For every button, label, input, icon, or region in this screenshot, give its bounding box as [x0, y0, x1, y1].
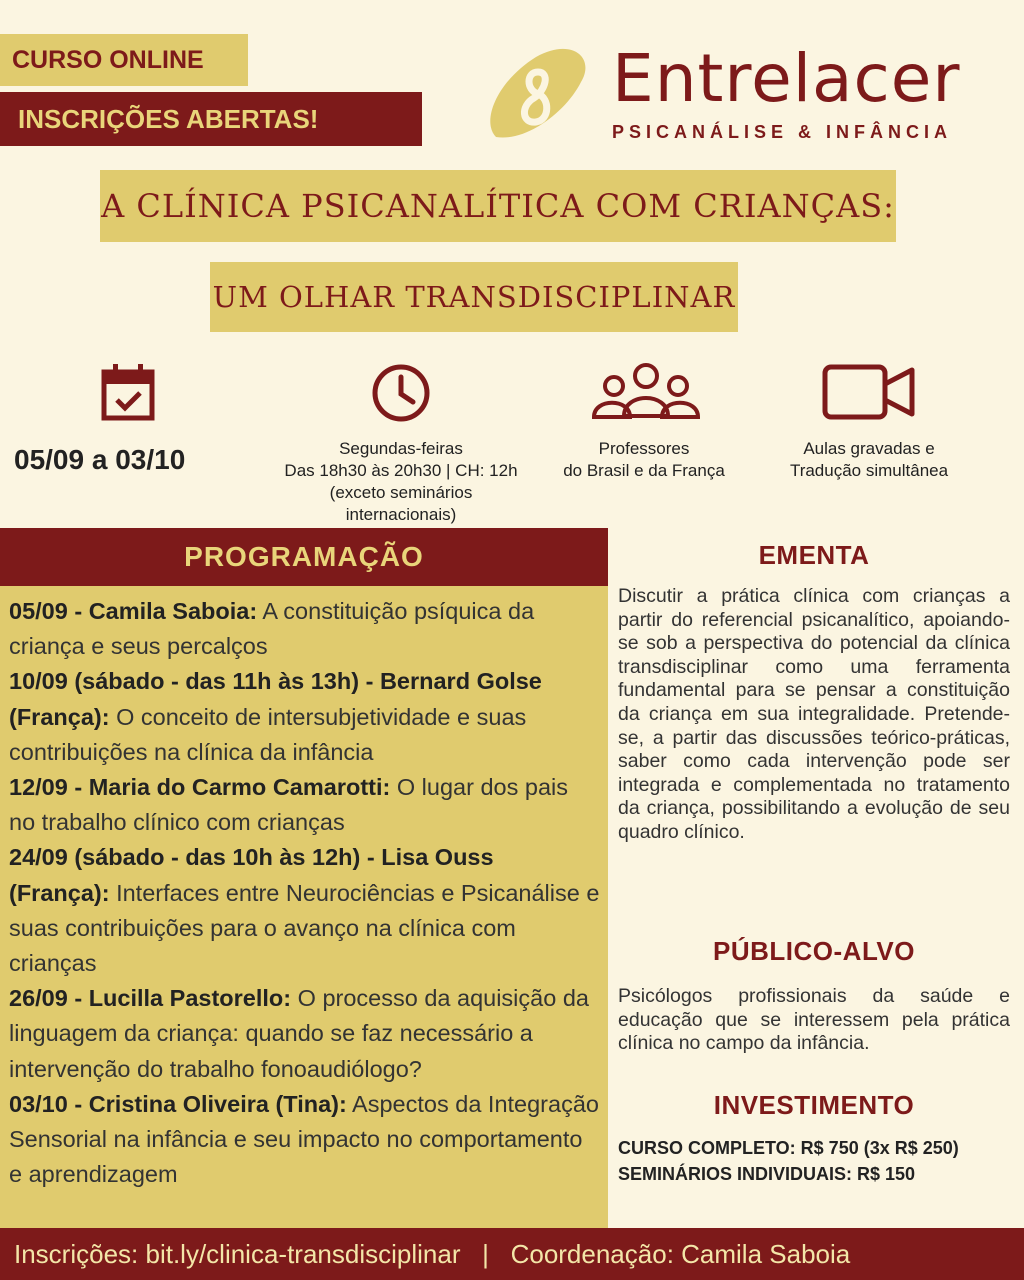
schedule-info: [262, 438, 540, 526]
program-item-speaker: 03/10 - Cristina Oliveira (Tina):: [9, 1090, 347, 1117]
program-item: [9, 981, 600, 1087]
program-item: [9, 840, 600, 981]
program-item-topic: A constituição psíquica da criança e seus percalços: [9, 598, 535, 660]
program-item-topic: Interfaces entre Neurociências e Psicanálise e suas contribuições para o avanço na clínica com crianças: [9, 879, 600, 977]
program-item-topic: O processo da aquisição da linguagem da criança: quando se faz necessário a intervenção do trabalho fonoaudiólogo?: [9, 985, 589, 1082]
brand-name: Entrelacer: [612, 40, 961, 117]
course-online-tag: CURSO ONLINE: [0, 34, 248, 86]
program-item: [9, 594, 600, 664]
ementa-text: Discutir a prática clínica com crianças a partir do referencial psicanalítico, apoiando-se sob a perspectiva do potencial da clínica transdisciplinar como uma ferramenta fundamental para se pensar a constituição da criança em sua integralidade. Pretende-se, a partir das discussões teórico-práticas, saber como cada intervenção pode ser integrada e complementada no tratamento da criança, possibilitando a evolução de seu quadro clínico.: [618, 585, 1010, 843]
classes-line: Aulas gravadas e: [803, 439, 935, 458]
course-title-line1: A CLÍNICA PSICANALÍTICA COM CRIANÇAS:: [100, 170, 896, 242]
course-title-line2: UM OLHAR TRANSDISCIPLINAR: [210, 262, 738, 332]
schedule-line: (exceto seminários: [329, 483, 473, 502]
entrelacer-logo-icon: [476, 42, 596, 152]
program-item-speaker: 24/09 (sábado - das 10h às 12h) - Lisa Ouss (França):: [9, 844, 494, 906]
program-list: [0, 586, 608, 1228]
course-dates: 05/09 a 03/10: [14, 444, 186, 475]
program-item-topic: O conceito de intersubjetividade e suas contribuições na clínica da infância: [9, 703, 527, 765]
program-item: [9, 770, 600, 840]
classes-line: Tradução simultânea: [789, 461, 949, 480]
schedule-line: Das 18h30 às 20h30 | CH: 12h: [284, 461, 518, 480]
professors-line: do Brasil e da França: [563, 461, 725, 480]
professors-line: Professores: [598, 439, 690, 458]
program-item-speaker: 10/09 (sábado - das 11h às 13h) - Bernard Golse (França):: [9, 668, 542, 730]
program-item-speaker: 26/09 - Lucilla Pastorello:: [9, 985, 292, 1012]
audience-section: [618, 936, 1010, 1056]
registrations-open-tag: INSCRIÇÕES ABERTAS!: [0, 92, 422, 146]
program-item-topic: O lugar dos pais no trabalho clínico com crianças: [9, 774, 568, 836]
program-item: [9, 664, 600, 770]
audience-heading: PÚBLICO-ALVO: [713, 936, 915, 966]
footer-registration-coordination: Inscrições: bit.ly/clinica-transdisciplinar | Coordenação: Camila Saboia: [0, 1228, 1024, 1280]
professors-info: [544, 438, 744, 482]
brand-subtitle: PSICANÁLISE & INFÂNCIA: [612, 122, 953, 142]
video-camera-icon: [822, 364, 916, 420]
program-item-topic: Aspectos da Integração Sensorial na infância e seu impacto no comportamento e aprendizagem: [9, 1090, 599, 1188]
people-icon: [590, 362, 702, 420]
clock-icon: [370, 362, 432, 424]
ementa-section: [618, 540, 1010, 845]
calendar-icon: [100, 362, 156, 422]
investment-seminar-price: SEMINÁRIOS INDIVIDUAIS: R$ 150: [618, 1164, 916, 1184]
schedule-line: internacionais): [345, 505, 457, 524]
schedule-line: Segundas-feiras: [339, 439, 463, 458]
program-heading: PROGRAMAÇÃO: [0, 528, 608, 586]
ementa-heading: EMENTA: [758, 540, 870, 570]
program-item-speaker: 12/09 - Maria do Carmo Camarotti:: [9, 774, 391, 801]
program-item: [9, 1087, 600, 1193]
classes-info: [758, 438, 980, 482]
investment-full-price: CURSO COMPLETO: R$ 750 (3x R$ 250): [618, 1138, 959, 1158]
investment-heading: INVESTIMENTO: [713, 1090, 915, 1120]
program-item-speaker: 05/09 - Camila Saboia:: [9, 598, 258, 624]
audience-text: Psicólogos profissionais da saúde e educação que se interessem pela prática clínica no campo da infância.: [618, 985, 1010, 1055]
investment-section: [618, 1090, 1010, 1187]
